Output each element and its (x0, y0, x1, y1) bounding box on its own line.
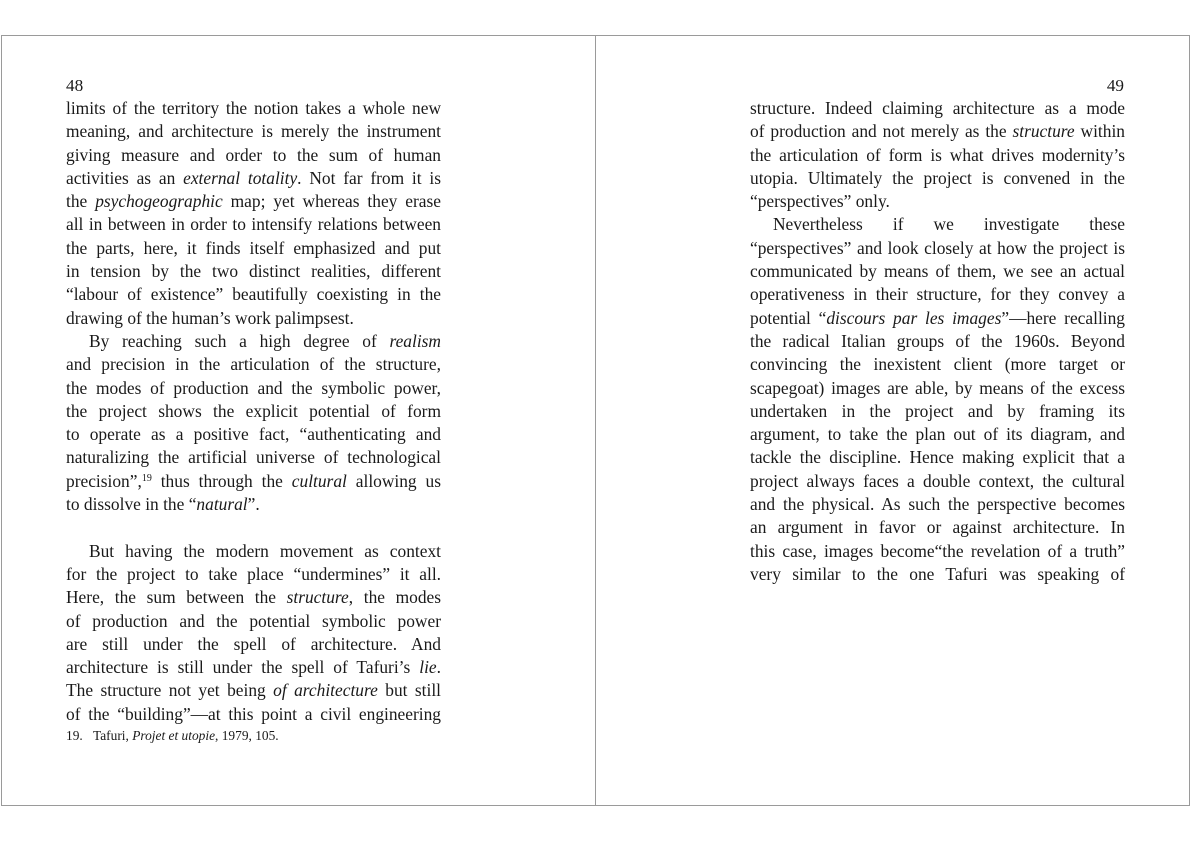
text-line: argument, to take the plan out of its diagram, and (750, 424, 1125, 445)
text-line: drawing of the human’s work palimpsest. (66, 307, 354, 328)
footnote-ref: 19 (141, 472, 152, 484)
text-line: precision”,$^{19}$ thus through the cultural allowing us (66, 470, 441, 491)
text-line: structure. Indeed claiming architecture as a mode (750, 98, 1125, 118)
emphasis: external totality (183, 167, 298, 188)
text-line: very similar to the one Tafuri was speaking of (750, 563, 1125, 584)
text-line: this case, images become“the revelation of a truth” (750, 540, 1125, 561)
text-line: the radical Italian groups of the 1960s. Beyond (750, 330, 1125, 351)
text-line: giving measure and order to the sum of human (66, 144, 441, 165)
emphasis: natural (196, 494, 248, 515)
text-line: convincing the inexistent client (more target or (750, 354, 1125, 375)
text-line: of production and the potential symbolic power (66, 610, 441, 631)
text-line: for the project to take place “undermines” it all. (66, 563, 441, 584)
emphasis: realism (389, 330, 441, 351)
text-line: the parts, here, it finds itself emphasized and put (66, 237, 441, 258)
text-line: the psychogeographic map; yet whereas they erase (66, 191, 442, 212)
footnote-number: 19. (66, 728, 83, 743)
text-line: architecture is still under the spell of Tafuri’s lie. (66, 657, 441, 678)
text-line: in tension by the two distinct realities, different (66, 261, 441, 282)
page-number-left: 48 (66, 76, 84, 95)
text-line: tackle the discipline. Hence making explicit that a (750, 447, 1125, 468)
text-line: an argument in favor or against architecture. In (750, 517, 1125, 538)
text-line: “perspectives” only. (750, 191, 890, 212)
left-page-text (66, 97, 441, 726)
text-line: of the “building”—at this point a civil engineering (66, 703, 441, 724)
text-line: Here, the sum between the structure, the modes (66, 587, 442, 608)
text-line: activities as an external totality. Not far from it is (66, 167, 442, 188)
text-line: By reaching such a high degree of realism (89, 330, 441, 351)
footnote-title: Projet et utopie (132, 728, 216, 743)
text-line: and the physical. As such the perspective becomes (750, 494, 1125, 515)
text-line: potential “discours par les images”—here recalling (750, 307, 1125, 328)
text-line: to operate as a positive fact, “authenticating and (66, 424, 441, 445)
text-line: naturalizing the artificial universe of technological (66, 447, 441, 468)
text-line: to dissolve in the “natural”. (66, 494, 260, 515)
emphasis: structure (1012, 121, 1075, 142)
emphasis: cultural (291, 470, 347, 491)
emphasis: psychogeographic (95, 191, 223, 212)
right-page-text (750, 97, 1125, 586)
text-line: The structure not yet being of architecture but still (66, 680, 442, 701)
page-number-right: 49 (1106, 76, 1124, 95)
text-line: communicated by means of them, we see an actual (750, 261, 1125, 282)
text-line: scapegoat) images are able, by means of the excess (750, 377, 1125, 398)
text-line: the modes of production and the symbolic power, (66, 377, 441, 398)
text-line: the project shows the explicit potential of form (66, 400, 441, 421)
text-line: utopia. Ultimately the project is convened in the (750, 167, 1125, 188)
text-line: But having the modern movement as context (89, 540, 441, 561)
text-line: undertaken in the project and by framing its (750, 400, 1125, 421)
emphasis: discours par les images (826, 307, 1002, 328)
page-gutter (595, 35, 596, 806)
emphasis: of architecture (273, 680, 378, 701)
text-line: Nevertheless if we investigate these (773, 214, 1125, 235)
text-line: and precision in the articulation of the structure, (66, 354, 441, 375)
emphasis: lie (419, 657, 437, 678)
text-line: limits of the territory the notion takes a whole new (66, 98, 441, 118)
text-line: are still under the spell of architecture. And (66, 633, 441, 654)
footnote: 19. Tafuri, Projet et utopie, 1979, 105. (66, 728, 279, 743)
text-line: project always faces a double context, the cultural (750, 470, 1125, 491)
text-line: operativeness in their structure, for they convey a (750, 284, 1125, 305)
text-line: of production and not merely as the structure within (750, 121, 1125, 142)
text-line: “perspectives” and look closely at how the project is (750, 237, 1125, 258)
text-line: “labour of existence” beautifully coexisting in the (66, 284, 441, 305)
text-line: all in between in order to intensify relations between (66, 214, 441, 235)
text-line: the articulation of form is what drives modernity’s (750, 144, 1125, 165)
text-line: meaning, and architecture is merely the instrument (66, 121, 441, 142)
emphasis: structure (286, 587, 349, 608)
